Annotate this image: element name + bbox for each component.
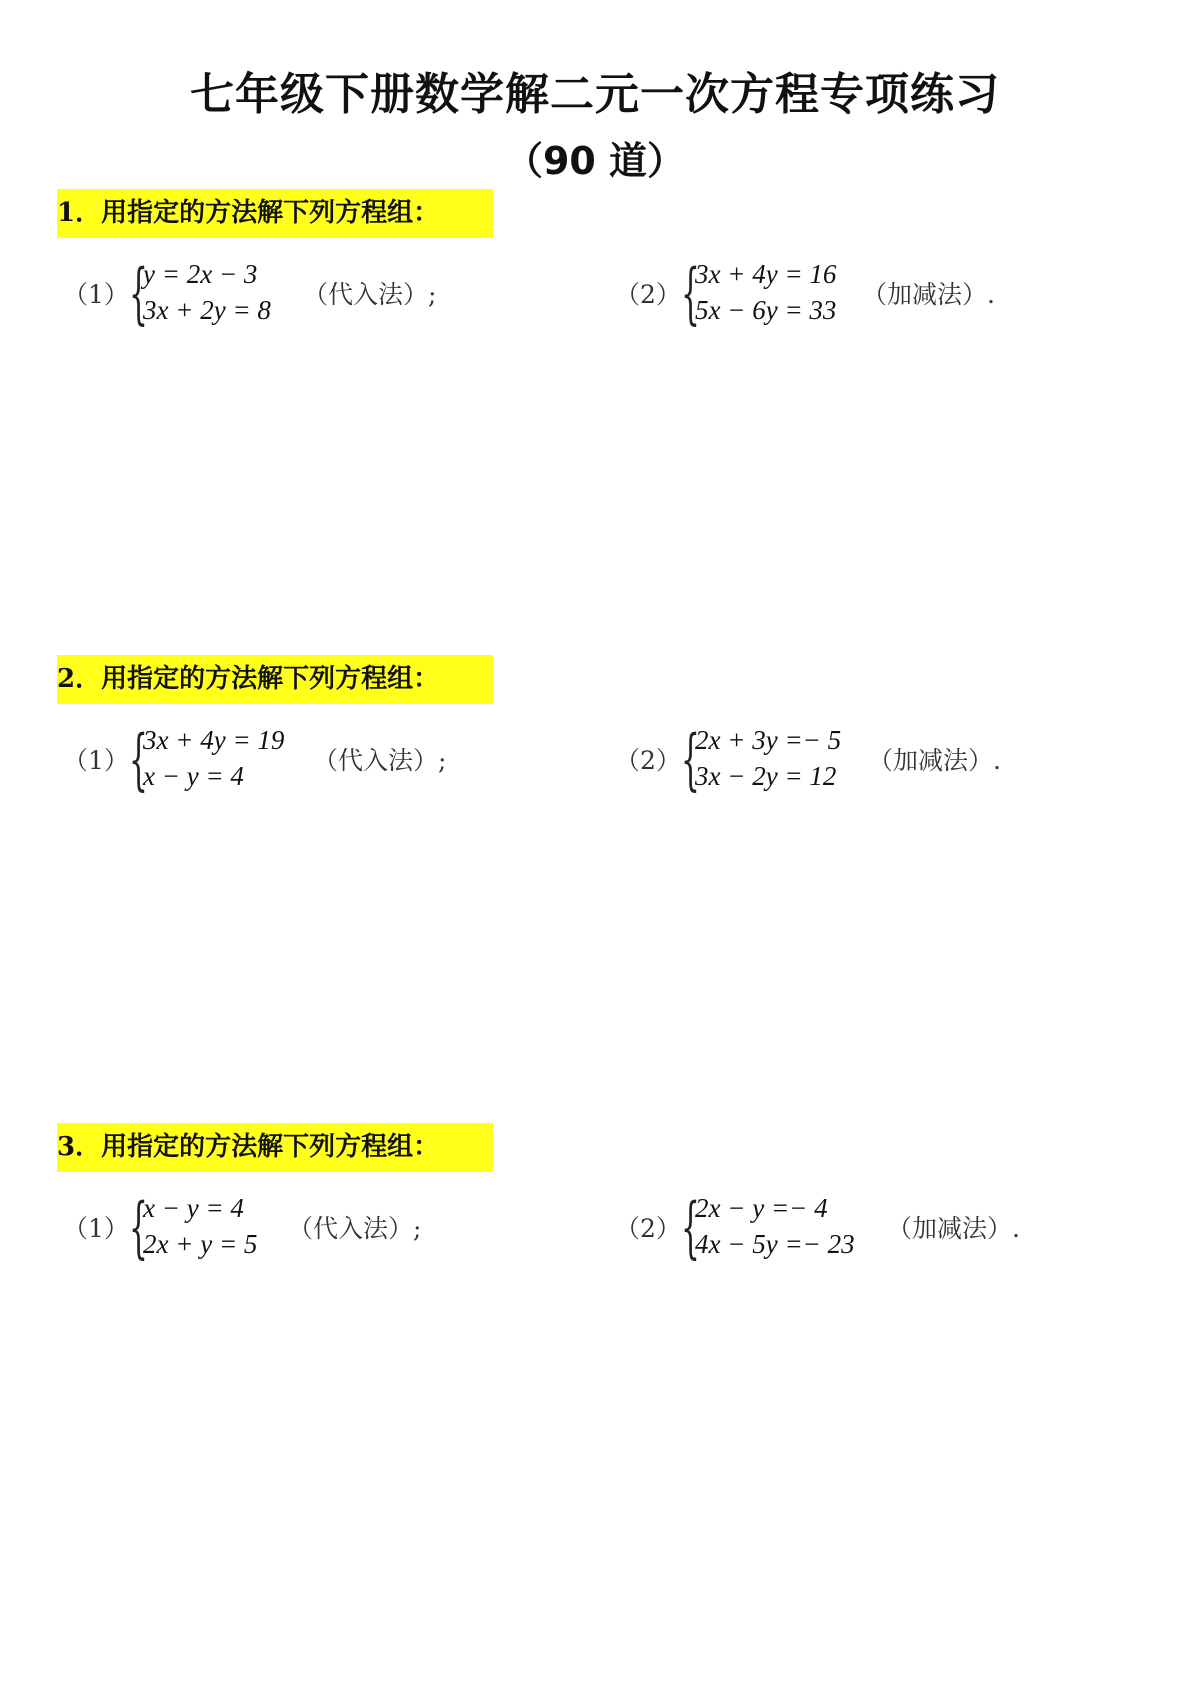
equation-2: 3x + 2y = 8 (143, 295, 271, 325)
method-label: （代入法）; (303, 280, 437, 309)
method-label: （代入法）; (288, 1214, 422, 1243)
equation-1: 2x − y =− 4 (695, 1193, 828, 1223)
equation-1: 3x + 4y = 16 (695, 259, 837, 289)
system-brace: { (129, 721, 148, 798)
equation-2: 2x + y = 5 (143, 1229, 258, 1259)
method-label: （加减法）. (862, 280, 995, 309)
equation-1: 2x + 3y =− 5 (695, 725, 842, 755)
section-heading: 1．用指定的方法解下列方程组： (57, 189, 493, 238)
section-heading: 2．用指定的方法解下列方程组： (57, 655, 493, 704)
system-brace: { (681, 1189, 700, 1266)
method-label: （加减法）. (868, 746, 1001, 775)
page-title: 七年级下册数学解二元一次方程专项练习 (190, 69, 1000, 120)
equation-1: y = 2x − 3 (143, 259, 258, 289)
equation-1: 3x + 4y = 19 (143, 725, 285, 755)
problem-number: （1） (63, 746, 129, 775)
problem-number: （2） (615, 1214, 681, 1243)
system-brace: { (129, 1189, 148, 1266)
system-brace: { (681, 255, 700, 332)
problem-number: （1） (63, 280, 129, 309)
problem-number: （2） (615, 746, 681, 775)
exercise-section-1 (0, 189, 1190, 389)
page-subtitle: （90 道） (504, 139, 686, 183)
equation-2: x − y = 4 (143, 761, 244, 791)
equation-1: x − y = 4 (143, 1193, 244, 1223)
system-brace: { (681, 721, 700, 798)
section-heading: 3．用指定的方法解下列方程组： (57, 1123, 493, 1172)
equation-2: 4x − 5y =− 23 (695, 1229, 855, 1259)
problem-number: （2） (615, 280, 681, 309)
system-brace: { (129, 255, 148, 332)
exercise-section-3 (0, 1123, 1190, 1323)
equation-2: 3x − 2y = 12 (695, 761, 837, 791)
equation-2: 5x − 6y = 33 (695, 295, 837, 325)
method-label: （代入法）; (313, 746, 447, 775)
exercise-section-2 (0, 655, 1190, 855)
method-label: （加减法）. (887, 1214, 1020, 1243)
problem-number: （1） (63, 1214, 129, 1243)
